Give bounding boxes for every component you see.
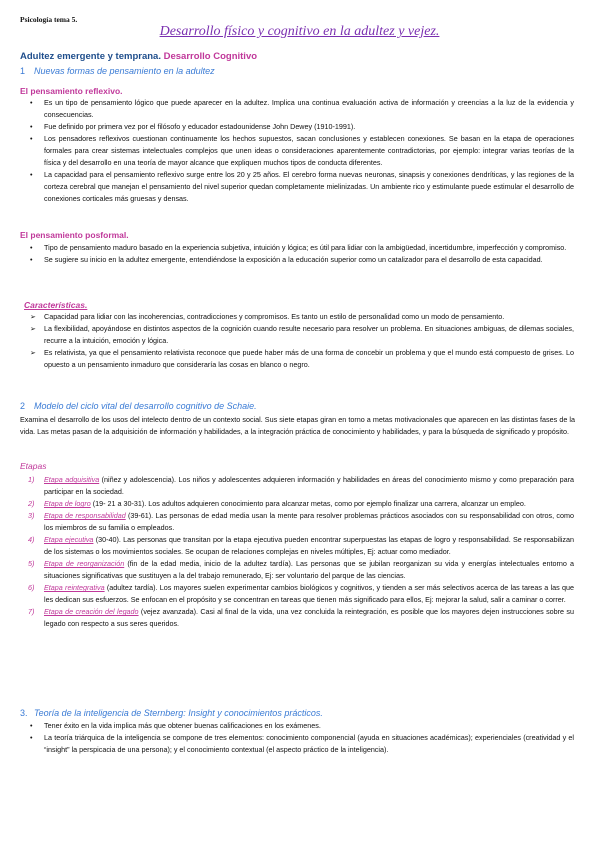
bullet-icon: • — [30, 170, 33, 179]
section-heading-main: Adultez emergente y temprana. Desarrollo Cognitivo — [20, 51, 258, 62]
etapas-list — [24, 474, 574, 630]
section-3-heading: 3. Teoría de la inteligencia de Sternberg: Insight y conocimientos prácticos. — [20, 708, 323, 718]
section-2-paragraph: Examina el desarrollo de los usos del intelecto dentro de un contexto social. Sus siete etapas giran en torno a metas motivacionales que aparecen en las distintas fases de la vida. Las metas pasan de la adquisición de información y habilidades, a la integración práctica de conocimiento y habilidades, y para la búsqueda de significado y propósito. — [20, 415, 575, 436]
page-header: Psicología tema 5. — [20, 15, 78, 24]
arrow-bullet-icon: ➢ — [30, 348, 37, 357]
list-item: • Se sugiere su inicio en la adultez emergente, entendiéndose la exposición a la educación superior como un catalizador para el desarrollo de esta capacidad. — [30, 255, 543, 264]
list-item: • Fue definido por primera vez por el filósofo y educador estadounidense John Dewey (1910-1991). — [30, 122, 356, 131]
posformal-heading: El pensamiento posformal. — [20, 230, 129, 240]
caracteristicas-list — [24, 311, 574, 371]
list-item: • Es un tipo de pensamiento lógico que puede aparecer en la adultez. Implica una continua evaluación activa de información y creencias a la luz de la evidencia y consecuencias. — [30, 98, 574, 119]
list-item: ➢ Capacidad para lidiar con las incoherencias, contradicciones y compromisos. Es tanto un estilo de personalidad como un modo de pensamiento. — [30, 312, 505, 321]
reflexivo-list — [24, 97, 574, 205]
list-item: 6) Etapa reintegrativa (adultez tardía). Los mayores suelen experimentar cambios biológicos y cognitivos, y tienden a ser más selectivos acerca de las tareas a las que les dedican sus esfuerzos. Se enfocan en el propósito y se concentran en tareas que tienen más significado para ellos, Ej: mejorar la salud, salir a caminar o correr. — [28, 583, 574, 604]
list-item: • Tipo de pensamiento maduro basado en la experiencia subjetiva, intuición y lógica; es útil para lidiar con la ambigüedad, incertidumbre, imperfección y compromiso. — [30, 243, 567, 252]
list-item: 1) Etapa adquisitiva (niñez y adolescencia). Los niños y adolescentes adquieren información y habilidades en áreas del conocimiento mismo y como preparación para participar en la sociedad. — [28, 475, 574, 496]
document-title: Desarrollo físico y cognitivo en la adultez y vejez. — [159, 24, 440, 39]
list-item: 7) Etapa de creación del legado (vejez avanzada). Casi al final de la vida, una vez concluida la reintegración, es posible que los mayores dejen instrucciones sobre su legado con respecto a sus seres queridos. — [28, 607, 575, 628]
list-item: 3) Etapa de responsabilidad (39-61). Las personas de edad media usan la mente para resolver problemas prácticos asociados con su responsabilidad con otros, como los miembros de su familia o empleados. — [28, 511, 574, 532]
reflexivo-heading: El pensamiento reflexivo. — [20, 86, 123, 96]
bullet-icon: • — [30, 134, 33, 143]
list-item: • Tener éxito en la vida implica más que obtener buenas calificaciones en los exámenes. — [30, 721, 321, 730]
arrow-bullet-icon: ➢ — [30, 312, 37, 321]
list-item: 2) Etapa de logro (19- 21 a 30-31). Los adultos adquieren conocimiento para alcanzar metas, como por ejemplo finalizar una carrera, alcanzar un empleo. — [28, 499, 526, 508]
section-3-list — [24, 720, 574, 756]
bullet-icon: • — [30, 122, 33, 131]
list-item: 5) Etapa de reorganización (fin de la edad media, inicio de la adultez tardía). Las personas que se jubilan reorganizan su vida y energías intelectuales entorno a situaciones significativas que sustituyen a la del trabajo remunerado, Ej: ser voluntario del parque de las ciencias. — [28, 559, 574, 580]
list-item: • La teoría triárquica de la inteligencia se compone de tres elementos: conocimiento componencial (ayuda en situaciones académicas); experienciales (creatividad y el “insight” la perspicacia de una persona); y el conocimiento contextual (el aspecto práctico de la inteligencia). — [30, 733, 574, 754]
list-item: 4) Etapa ejecutiva (30-40). Las personas que transitan por la etapa ejecutiva pueden encontrar superpuestas las etapas de logro y responsabilidad. Se responsabilizan de los sistemas o los movimientos sociales. Se ocupan de relaciones complejas en niveles múltiples, Ej: actuar como mediador. — [28, 535, 575, 556]
list-item: ➢ Es relativista, ya que el pensamiento relativista reconoce que puede haber más de una forma de concebir un problema y que el mundo está compuesto de grises. Lo opuesto a un pensamiento inmaduro que consideraría las cosas en blanco o negro. — [30, 348, 574, 369]
list-item: • La capacidad para el pensamiento reflexivo surge entre los 20 y 25 años. El cerebro forma nuevas neuronas, sinapsis y conexiones dendríticas, y las regiones de la corteza cerebral que manejan el pensamiento del nivel superior quedan completamente mielinizadas. Un ambiente rico y estimulante puede estimular el desarrollo de conexiones corticales más gruesas y densas. — [30, 170, 574, 203]
caracteristicas-heading: Características. — [24, 300, 88, 310]
posformal-list — [24, 242, 574, 266]
bullet-icon: • — [30, 721, 33, 730]
etapas-heading: Etapas — [20, 461, 47, 471]
section-1-heading: 1 Nuevas formas de pensamiento en la adultez — [20, 66, 215, 76]
bullet-icon: • — [30, 733, 33, 742]
section-2-heading: 2 Modelo del ciclo vital del desarrollo cognitivo de Schaie. — [20, 401, 257, 411]
list-item: • Los pensadores reflexivos cuestionan continuamente los hechos supuestos, sacan conclusiones y establecen conexiones. Se basan en la etapa de operaciones formales para crear sistemas intelectuales complejos que unen ideas o consideraciones aparentemente contradictorias, por ejemplo: integrar varias teorías de la física y del desarrollo en una teoría de mayor alcance que expliquen muchos tipos de conducta diferentes. — [30, 134, 574, 167]
arrow-bullet-icon: ➢ — [30, 324, 37, 333]
bullet-icon: • — [30, 243, 33, 252]
list-item: ➢ La flexibilidad, apoyándose en distintos aspectos de la cognición cuando resulte necesario para resolver un problema. En situaciones ambiguas, de dilemas sociales, recurre a la intuición, emoción y lógica. — [30, 324, 574, 345]
bullet-icon: • — [30, 98, 33, 107]
bullet-icon: • — [30, 255, 33, 264]
